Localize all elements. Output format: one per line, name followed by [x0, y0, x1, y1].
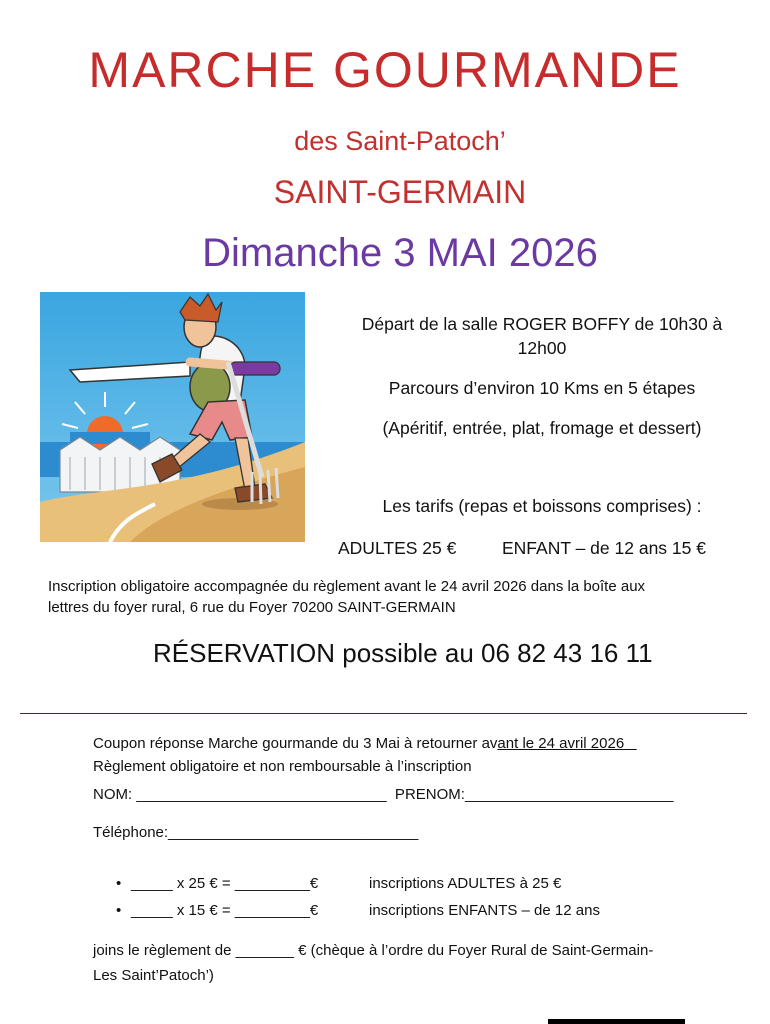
bullet-adults: • — [116, 875, 122, 892]
menu-info: (Apéritif, entrée, plat, fromage et dessert) — [382, 418, 702, 438]
adult-count-field[interactable]: _____ x 25 € = _________€ — [131, 875, 319, 892]
coupon-payment-rule: Règlement obligatoire et non remboursable à l’inscription — [93, 758, 472, 775]
prices-heading: Les tarifs (repas et boissons comprises) : — [382, 496, 702, 516]
phone-field[interactable]: Téléphone:______________________________ — [93, 824, 419, 841]
price-children: ENFANT – de 12 ans 15 € — [502, 538, 706, 558]
route-info: Parcours d’environ 10 Kms en 5 étapes — [388, 378, 696, 398]
child-inscriptions-label: inscriptions ENFANTS – de 12 ans — [369, 902, 600, 919]
hiker-cartoon-illustration — [40, 292, 305, 542]
hiker-cartoon-svg — [40, 292, 305, 542]
coupon-deadline: ant le 24 avril 2026 — [497, 735, 637, 752]
adult-inscriptions-label: inscriptions ADULTES à 25 € — [369, 875, 562, 892]
reservation-phone: RÉSERVATION possible au 06 82 43 16 11 — [153, 638, 653, 668]
bullet-children: • — [116, 902, 122, 919]
departure-line-1: Départ de la salle ROGER BOFFY de 10h30 à — [361, 314, 723, 334]
coupon-heading-text: Coupon réponse Marche gourmande du 3 Mai à retourner av — [93, 735, 498, 752]
notice-line-1: Inscription obligatoire accompagnée du règlement avant le 24 avril 2026 dans la boîte aux — [48, 578, 646, 595]
child-count-field[interactable]: _____ x 15 € = _________€ — [131, 902, 319, 919]
payment-amount-field[interactable]: joins le règlement de _______ € (chèque à l’ordre du Foyer Rural de Saint-Germain- — [93, 942, 654, 959]
payment-line-2: Les Saint’Patoch’) — [93, 967, 214, 984]
price-adults: ADULTES 25 € — [338, 538, 457, 558]
event-date: Dimanche 3 MAI 2026 — [202, 231, 598, 275]
cut-line-divider — [20, 713, 747, 714]
notice-line-2: lettres du foyer rural, 6 rue du Foyer 70200 SAINT-GERMAIN — [48, 599, 456, 616]
bottom-edge-bar — [548, 1019, 685, 1024]
name-surname-field[interactable]: NOM: ______________________________ PRENOM:_________________________ — [93, 786, 674, 803]
town-name: SAINT-GERMAIN — [273, 174, 527, 210]
departure-line-2: 12h00 — [517, 338, 567, 358]
registration-notice — [48, 576, 748, 618]
poster-subtitle: des Saint-Patoch’ — [294, 126, 506, 156]
coupon-heading — [93, 734, 637, 754]
poster-title: MARCHE GOURMANDE — [88, 42, 682, 98]
